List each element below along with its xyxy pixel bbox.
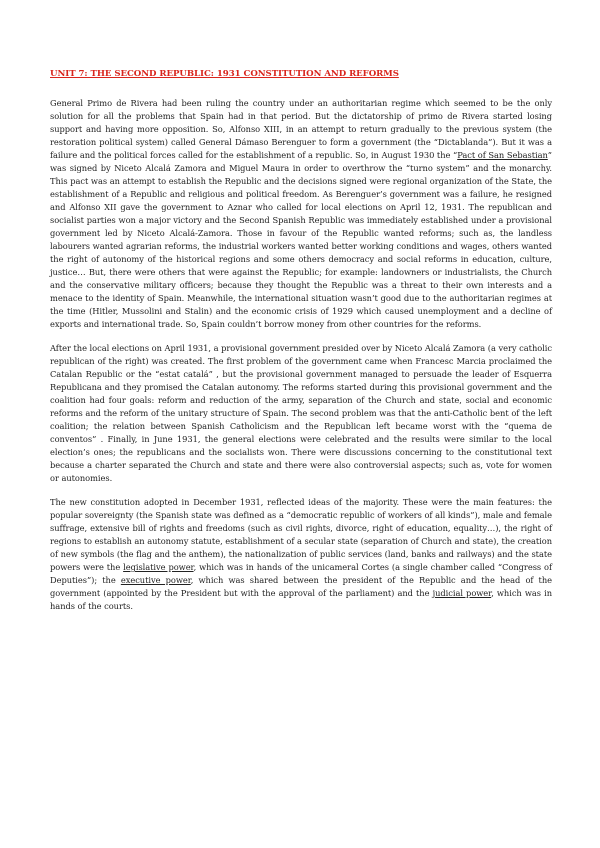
document-page [50,68,552,624]
paragraph-3 [50,496,552,613]
executive-power-term: executive power [120,575,191,585]
paragraph-3-text-d: , which was in hands of the courts. [50,588,552,611]
paragraph-3-text-a: The new constitution adopted in December 1931, reflected ideas of the majority. These were the main features: the popular sovereignty (the Spanish state was defined as a “democratic republic of workers of all kinds”), male and female suffrage, extensive bill of rights and freedoms (such as civil rights, divorce, right of education, equality…), the right of regions to establish an autonomy statute, establishment of a secular state (separation of Church and state), the creation of new symbols (the flag and the anthem), the nationalization of public services (land, banks and railways) and the state powers were the [50,497,552,572]
pact-of-san-sebastian-link: Pact of San Sebastian [457,150,548,160]
document-title: UNIT 7: THE SECOND REPUBLIC: 1931 CONSTITUTION AND REFORMS [50,69,399,79]
judicial-power-term: judicial power [432,588,492,598]
paragraph-1-text-a: General Primo de Rivera had been ruling the country under an authoritarian regime which seemed to be the only solution for all the problems that Spain had in that period. But the dictatorship of primo de Rivera started losing support and having more opposition. So, Alfonso XIII, in an attempt to return gradually to the previous system (the restoration political system) called General Dámaso Berenguer to form a government (the “Dictablanda”). But it was a failure and the political forces called for the establishment of a republic. So, in August 1930 the “ [50,98,552,160]
paragraph-2: After the local elections on April 1931, a provisional government presided over by Niceto Alcalá Zamora (a very catholic republican of the right) was created. The first problem of the government came when Francesc Marcia proclaimed the Catalan Republic or the “estat catalá” , but the provisional government managed to persuade the leader of Esquerra Republicana and they promised the Catalan autonomy. The reforms started during this provisional government and the coalition had four goals: reform and reduction of the army, separation of the Church and state, social and economic reforms and the reform of the unitary structure of Spain. The second problem was that the anti-Catholic bent of the left coalition; the relation between Spanish Catholicism and the Republican left became worst with the “quema de conventos” . Finally, in June 1931, the general elections were celebrated and the results were similar to the local election’s ones; the republicans and the socialists won. There were discussions concerning to the constitutional text because a charter separated the Church and state and there were also controversial aspects; such as, vote for women or autonomies. [50,343,552,483]
legislative-power-term: legislative power [123,562,194,572]
paragraph-3-text-b: , which was in hands of the unicameral Cortes (a single chamber called “Congress of Deputies”); the [50,562,552,585]
paragraph-1 [50,97,552,331]
paragraph-1-text-b: ” was signed by Niceto Alcalá Zamora and Miguel Maura in order to overthrow the “turno system” and the monarchy. This pact was an attempt to establish the Republic and the decisions signed were regional organization of the State, the establishment of a Republic and religious and political freedom. As Berenguer’s government was a failure, he resigned and Alfonso XII gave the government to Aznar who called for local elections on April 12, 1931. The republican and socialist parties won a major victory and the Second Spanish Republic was immediately established under a provisional government led by Niceto Alcalá-Zamora. Those in favour of the Republic wanted reforms; such as, the landless labourers wanted agrarian reforms, the industrial workers wanted better working conditions and wages, others wanted the right of autonomy of the historical regions and some others democracy and social reforms in education, culture, justice… But, there were others that were against the Republic; for example: landowners or industrialists, the Church and the conservative military officers; because they thought the Republic was a threat to their own interests and a menace to the identity of Spain. Meanwhile, the international situation wasn’t good due to the authoritarian regimes at the time (Hitler, Mussolini and Stalin) and the economic crisis of 1929 which caused unemployment and a decline of exports and international trade. So, Spain couldn’t borrow money from other countries for the reforms. [50,150,552,329]
paragraph-3-text-c: , which was shared between the president of the Republic and the head of the government (appointed by the President but with the approval of the parliament) and the [50,575,552,598]
